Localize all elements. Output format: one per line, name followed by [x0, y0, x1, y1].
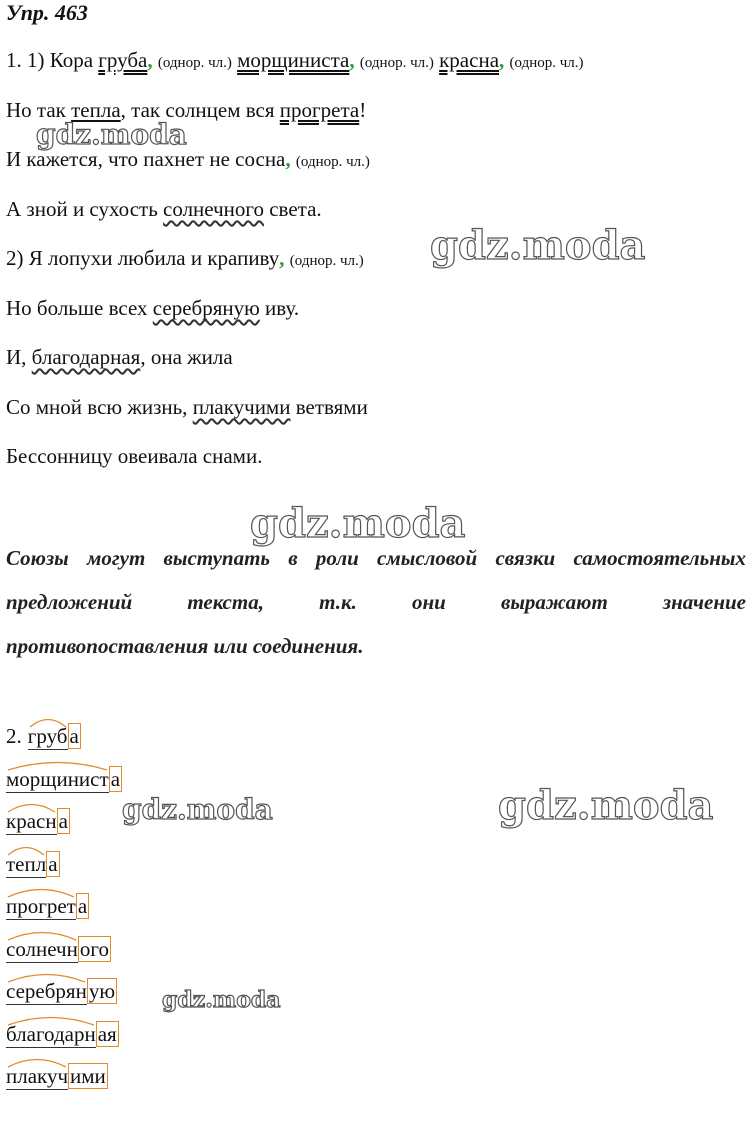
root-arc-path — [8, 762, 107, 770]
word-ending: а — [58, 809, 68, 833]
text: 1. 1) Кора — [6, 48, 99, 72]
root-arc-path — [8, 1017, 94, 1025]
explanation-line: противопоставления или соединения. — [6, 634, 364, 658]
watermark: gdz.moda — [250, 500, 466, 547]
comma-mark: , — [499, 48, 505, 72]
comma-mark: , — [349, 48, 355, 72]
explanation-line: Союзы могут выступать в роли смысловой связки самостоятельных — [6, 546, 746, 570]
word-stem: красн — [6, 809, 57, 833]
root-arc — [28, 716, 68, 728]
root-arc-path — [30, 720, 66, 728]
watermark: gdz.moda — [498, 782, 714, 829]
root-arc — [6, 886, 76, 898]
morpheme-word — [6, 1022, 119, 1050]
text: И, — [6, 345, 32, 369]
word-ending: а — [48, 851, 58, 876]
attribute-word: серебряную — [152, 296, 260, 320]
morpheme-word — [6, 724, 81, 752]
poem-line-1 — [6, 48, 584, 73]
item-number: 2. — [6, 724, 22, 748]
poem-line-4 — [6, 197, 322, 222]
morpheme-word — [6, 1064, 108, 1092]
text: И кажется, что пахнет не сосна — [6, 147, 286, 171]
watermark: gdz.moda — [162, 987, 281, 1013]
root-arc-path — [8, 1060, 66, 1068]
comma-mark: , — [147, 48, 153, 72]
text: Но больше всех — [6, 296, 153, 320]
root-arc-path — [8, 847, 44, 855]
root-arc — [6, 1014, 96, 1026]
root-arc-path — [8, 932, 76, 940]
predicate-word: прогрета — [279, 98, 360, 122]
text: Со мной всю жизнь, — [6, 395, 193, 419]
note: (однор. чл.) — [509, 55, 584, 71]
attribute-word: благодарная — [31, 345, 141, 369]
word-ending: а — [110, 766, 121, 791]
poem-line-6 — [6, 296, 299, 321]
text: , так солнцем вся — [120, 98, 280, 122]
morpheme-word — [6, 937, 111, 965]
word-stem: морщинист — [6, 766, 109, 791]
word-ending: ая — [97, 1021, 117, 1046]
attribute-word: солнечного — [163, 197, 264, 221]
root-arc — [6, 844, 46, 856]
word-stem: благодарн — [6, 1021, 96, 1046]
text: ! — [359, 98, 367, 122]
predicate-word: красна — [439, 48, 500, 72]
word-stem: прогрет — [6, 894, 76, 918]
exercise-title: Упр. 463 — [6, 0, 88, 25]
text: А зной и сухость — [6, 197, 164, 221]
watermark: gdz.moda — [122, 793, 273, 826]
underlined-word: тепла — [71, 98, 121, 122]
word-stem: груб — [27, 724, 68, 748]
watermark: gdz.moda — [430, 222, 646, 269]
poem-line-7 — [6, 345, 233, 370]
root-arc-path — [8, 975, 85, 983]
comma-mark: , — [285, 147, 291, 171]
word-stem: солнечн — [6, 936, 78, 961]
root-arc-path — [8, 805, 55, 813]
morpheme-word — [6, 809, 70, 837]
root-arc — [6, 801, 57, 813]
poem-line-5 — [6, 246, 364, 271]
note: (однор. чл.) — [359, 55, 434, 71]
morpheme-word — [6, 767, 122, 795]
morpheme-word — [6, 979, 117, 1007]
text: 2) Я лопухи любила и крапиву — [6, 246, 280, 270]
note: (однор. чл.) — [289, 253, 364, 269]
word-ending: а — [77, 894, 88, 918]
explanation — [6, 536, 746, 668]
text: Бессонницу овеивала снами. — [6, 444, 263, 468]
word-ending: ими — [70, 1064, 106, 1088]
text: иву. — [259, 296, 300, 320]
text: Но так — [6, 98, 72, 122]
root-arc — [6, 759, 109, 771]
attribute-word: плакучими — [192, 395, 291, 419]
poem-line-8 — [6, 395, 368, 420]
explanation-line: предложений текста, т.к. они выражают значение — [6, 590, 746, 614]
note: (однор. чл.) — [157, 55, 232, 71]
text: света. — [263, 197, 322, 221]
word-ending: ую — [88, 979, 116, 1003]
word-ending: ого — [79, 936, 109, 961]
root-arc — [6, 971, 87, 983]
predicate-word: морщиниста — [237, 48, 350, 72]
watermark: gdz.moda — [36, 118, 187, 151]
word-stem: тепл — [6, 851, 47, 876]
note: (однор. чл.) — [295, 154, 370, 170]
poem-line-9 — [6, 444, 262, 469]
root-arc — [6, 929, 78, 941]
predicate-word: груба — [98, 48, 148, 72]
root-arc — [6, 1056, 68, 1068]
root-arc-path — [8, 890, 74, 898]
comma-mark: , — [279, 246, 285, 270]
text: , она жила — [140, 345, 233, 369]
word-ending: а — [69, 724, 79, 748]
word-stem: плакуч — [6, 1064, 69, 1088]
morpheme-word — [6, 894, 89, 922]
word-stem: серебрян — [6, 979, 87, 1003]
morpheme-word — [6, 852, 60, 880]
text: ветвями — [290, 395, 368, 419]
